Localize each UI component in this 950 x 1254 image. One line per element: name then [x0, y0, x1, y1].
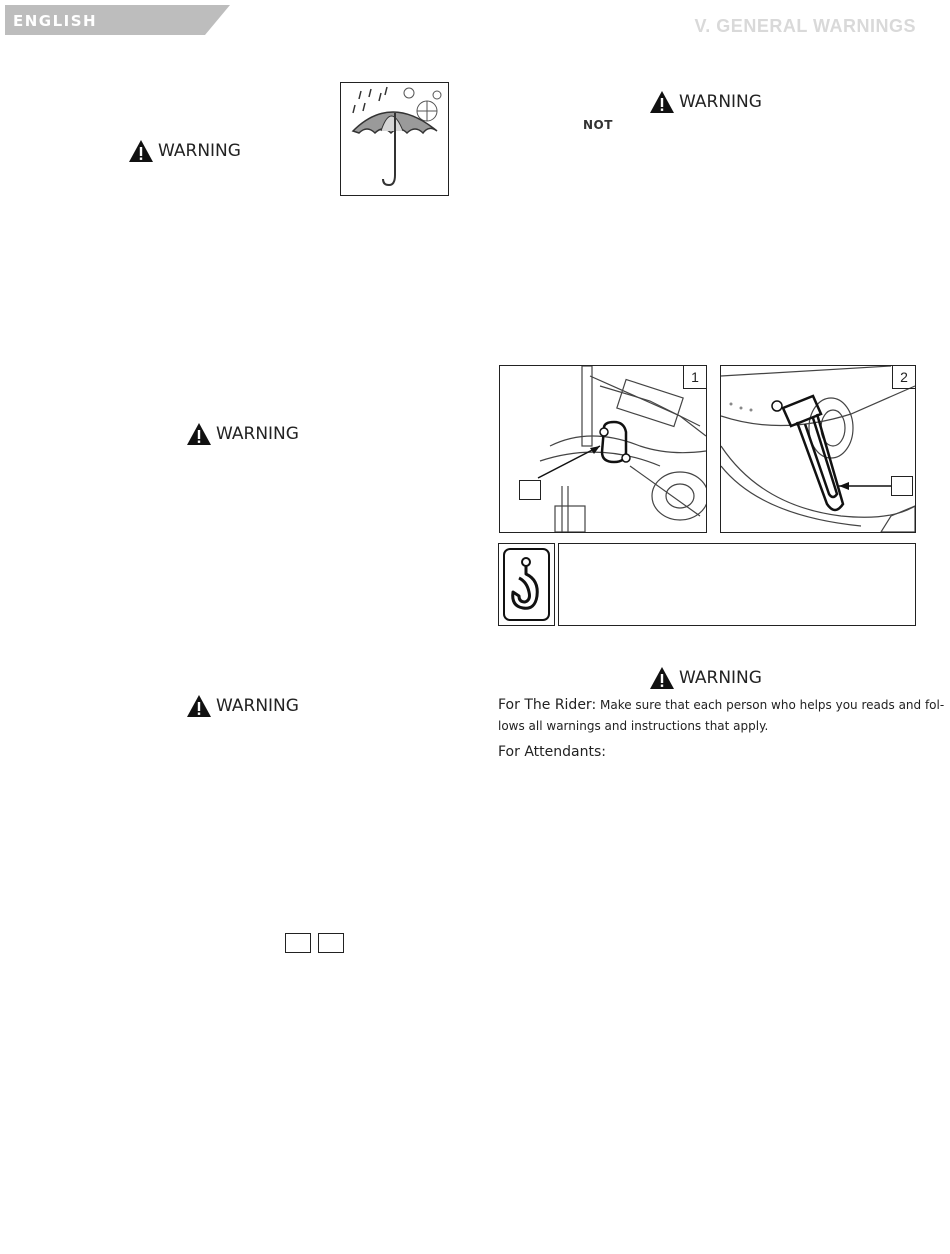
callout-box-a	[285, 933, 311, 953]
warning-heading-2	[186, 422, 299, 446]
wheelchair-frame-illustration	[500, 366, 706, 532]
rider-instruction-line-1	[498, 694, 944, 717]
section-title: V. GENERAL WARNINGS	[694, 16, 916, 36]
tiedown-description-box	[558, 543, 916, 626]
callout-box-b	[318, 933, 344, 953]
warning-triangle-icon	[649, 90, 675, 114]
rider-instruction-line-2	[498, 715, 768, 738]
warning-label: WARNING	[216, 696, 299, 716]
weather-icon-box	[340, 82, 449, 196]
warning-label: WARNING	[679, 668, 762, 688]
figure-callout	[519, 480, 541, 500]
not-emphasis: NOT	[583, 118, 613, 132]
warning-heading-5	[649, 666, 762, 690]
warning-heading-1	[128, 139, 241, 163]
warning-label: WARNING	[216, 424, 299, 444]
figure-number: 1	[683, 366, 706, 389]
attendants-heading: For Attendants:	[498, 744, 606, 760]
rider-lead: For The Rider:	[498, 697, 597, 713]
tiedown-bracket-illustration	[721, 366, 915, 532]
language-label: ENGLISH	[13, 12, 98, 30]
warning-heading-3	[186, 694, 299, 718]
rider-text-1: Make sure that each person who helps you reads and fol-	[600, 698, 945, 712]
warning-triangle-icon	[649, 666, 675, 690]
hook-icon	[499, 544, 554, 625]
warning-triangle-icon	[128, 139, 154, 163]
figure-callout	[891, 476, 913, 496]
warning-label: WARNING	[158, 141, 241, 161]
language-tab	[5, 5, 230, 35]
warning-triangle-icon	[186, 422, 212, 446]
figure-2	[720, 365, 916, 533]
warning-label: WARNING	[679, 92, 762, 112]
figure-1	[499, 365, 707, 533]
figure-number: 2	[892, 366, 915, 389]
umbrella-rain-snow-icon	[341, 83, 448, 195]
rider-text-2: lows all warnings and instructions that apply.	[498, 719, 769, 733]
tiedown-symbol-box	[498, 543, 555, 626]
warning-triangle-icon	[186, 694, 212, 718]
warning-heading-4	[649, 90, 762, 114]
